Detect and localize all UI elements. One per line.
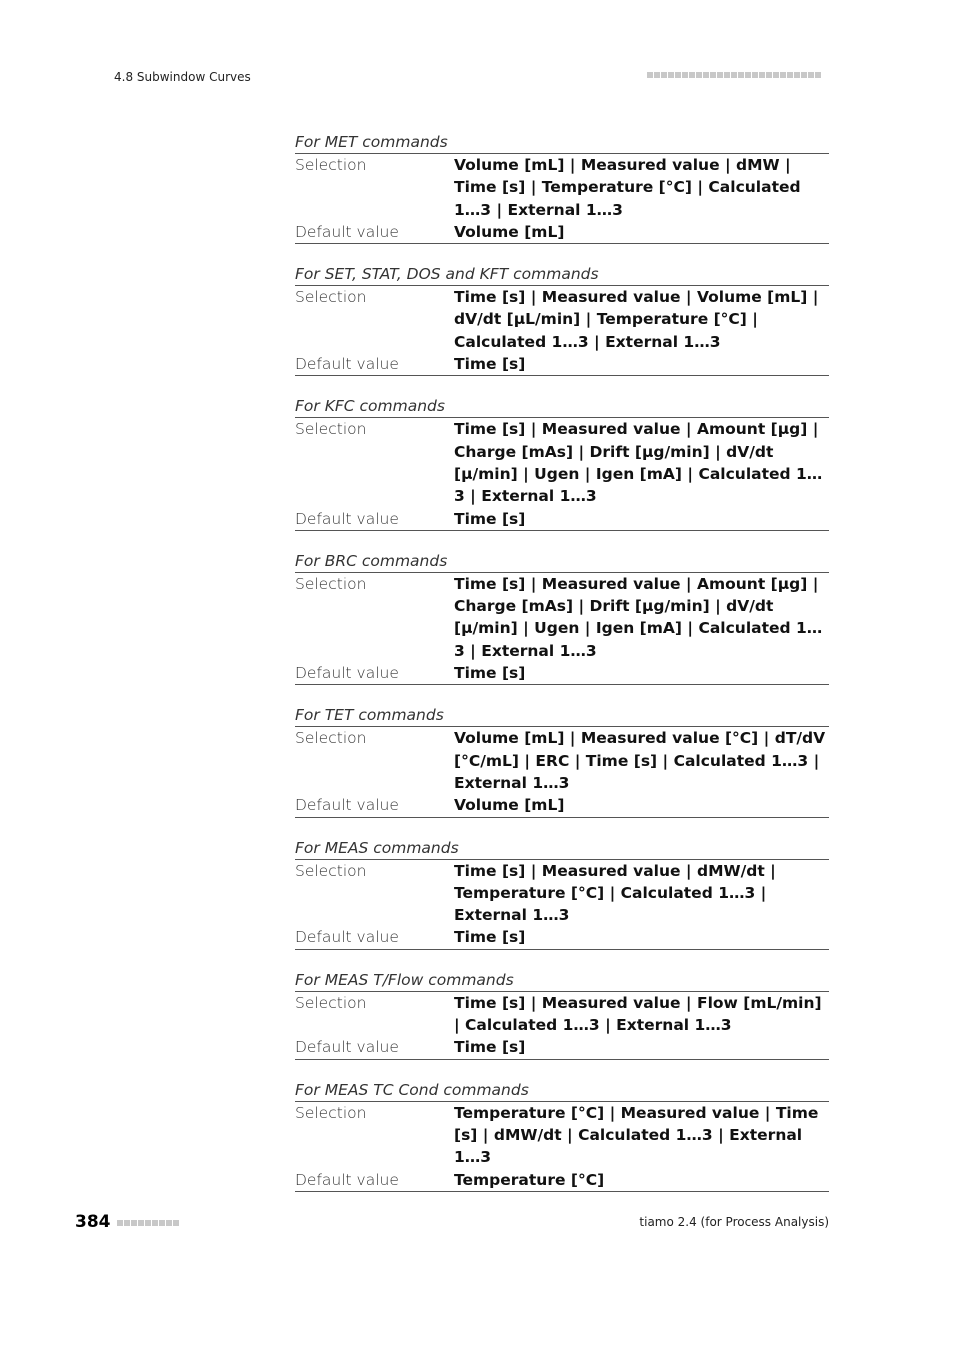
section-meas-tc-cond <box>295 1079 829 1192</box>
selection-label: Selection <box>295 729 367 748</box>
selection-value: Volume [mL] | Measured value [°C] | dT/dV [°C/mL] | ERC | Time [s] | Calculated 1…3 | External 1…3 <box>454 729 826 792</box>
section-met <box>295 131 829 244</box>
section-title: For BRC commands <box>295 550 829 573</box>
section-title: For MEAS commands <box>295 837 829 860</box>
section-meas <box>295 837 829 950</box>
section-brc <box>295 550 829 685</box>
section-title: For TET commands <box>295 704 829 727</box>
selection-value: Time [s] | Measured value | Amount [µg] | Charge [mAs] | Drift [µg/min] | dV/dt [µ/min] | Ugen | Igen [mA] | Calculated 1…3 | External 1…3 <box>454 574 823 660</box>
selection-value: Time [s] | Measured value | Amount [µg] | Charge [mAs] | Drift [µg/min] | dV/dt [µ/min] | Ugen | Igen [mA] | Calculated 1…3 | External 1…3 <box>454 420 823 506</box>
page-footer-left <box>75 1212 179 1232</box>
default-value: Time [s] <box>454 509 526 528</box>
selection-value: Time [s] | Measured value | Flow [mL/min] | Calculated 1…3 | External 1…3 <box>454 993 822 1035</box>
selection-label: Selection <box>295 420 367 439</box>
selection-value: Volume [mL] | Measured value | dMW | Time [s] | Temperature [°C] | Calculated 1…3 | External 1…3 <box>454 156 801 219</box>
section-title: For MET commands <box>295 131 829 154</box>
default-value: Volume [mL] <box>454 796 565 815</box>
default-label: Default value <box>295 796 399 815</box>
section-tet <box>295 704 829 817</box>
default-value: Time [s] <box>454 928 526 947</box>
section-meas-tflow <box>295 969 829 1060</box>
section-title: For SET, STAT, DOS and KFT commands <box>295 263 829 286</box>
default-label: Default value <box>295 1170 399 1189</box>
section-title: For MEAS T/Flow commands <box>295 969 829 992</box>
selection-label: Selection <box>295 288 367 307</box>
header-decoration <box>647 72 821 78</box>
default-value: Volume [mL] <box>454 222 565 241</box>
default-value: Time [s] <box>454 355 526 374</box>
section-title: For KFC commands <box>295 395 829 418</box>
default-label: Default value <box>295 1038 399 1057</box>
selection-label: Selection <box>295 861 367 880</box>
product-name: tiamo 2.4 (for Process Analysis) <box>639 1215 829 1229</box>
selection-value: Time [s] | Measured value | dMW/dt | Temperature [°C] | Calculated 1…3 | External 1…3 <box>454 861 776 925</box>
default-value: Temperature [°C] <box>454 1170 605 1189</box>
selection-label: Selection <box>295 1103 367 1122</box>
parameter-tables <box>295 131 829 1211</box>
default-label: Default value <box>295 509 399 528</box>
selection-value: Time [s] | Measured value | Volume [mL] | dV/dt [µL/min] | Temperature [°C] | Calculated 1…3 | External 1…3 <box>454 288 819 351</box>
selection-value: Temperature [°C] | Measured value | Time [s] | dMW/dt | Calculated 1…3 | External 1…3 <box>454 1103 819 1167</box>
section-title: For MEAS TC Cond commands <box>295 1079 829 1102</box>
default-label: Default value <box>295 355 399 374</box>
default-label: Default value <box>295 928 399 947</box>
selection-label: Selection <box>295 993 367 1012</box>
default-value: Time [s] <box>454 1038 526 1057</box>
section-set-stat-dos-kft <box>295 263 829 376</box>
default-label: Default value <box>295 222 399 241</box>
default-value: Time [s] <box>454 664 526 683</box>
default-label: Default value <box>295 664 399 683</box>
selection-label: Selection <box>295 156 367 174</box>
running-header: 4.8 Subwindow Curves <box>114 70 251 84</box>
selection-label: Selection <box>295 574 367 593</box>
footer-decoration <box>117 1220 179 1226</box>
page-number: 384 <box>75 1212 111 1232</box>
section-kfc <box>295 395 829 530</box>
